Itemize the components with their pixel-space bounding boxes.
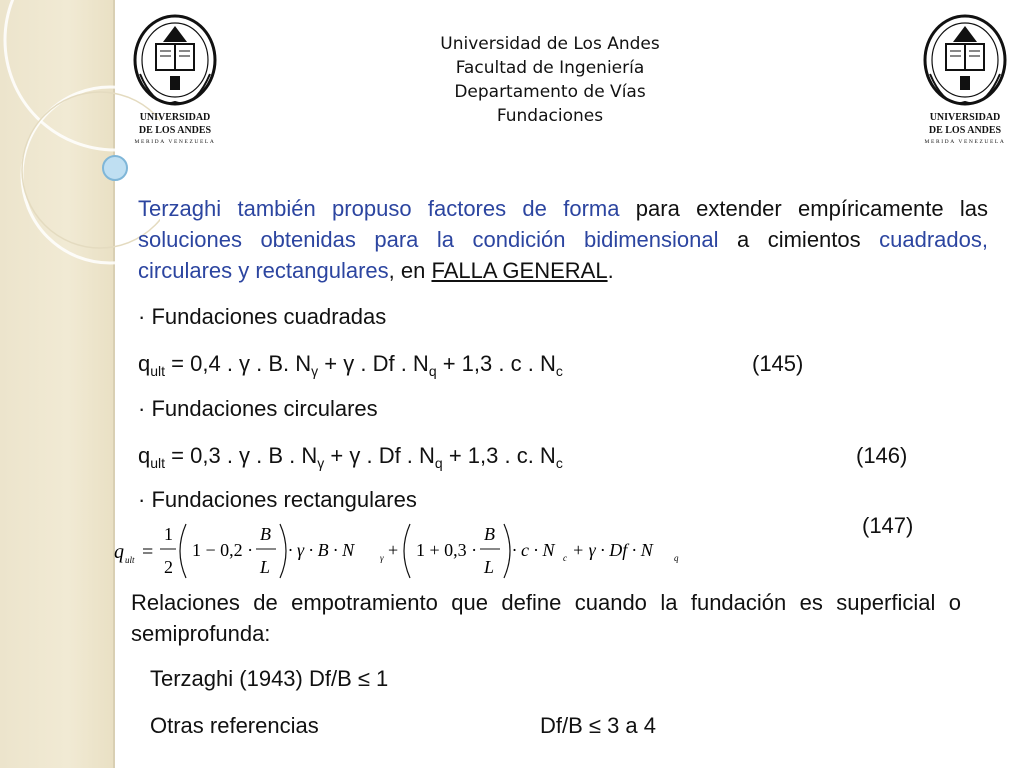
intro-highlight-1: Terzaghi también propuso factores de forma [138, 196, 620, 221]
formula-gamma-B-N: · γ · B · N [288, 540, 355, 560]
formula-paren-close-1 [280, 524, 286, 578]
formula-Nc-sub: c [563, 553, 567, 563]
embedment-others-label: Otras referencias [150, 713, 319, 738]
embedment-terzaghi: Terzaghi (1943) Df/B ≤ 1 [150, 666, 389, 691]
logo-city: MERIDA VENEZUELA [924, 139, 1006, 145]
equation-number-145: (145) [752, 351, 804, 376]
formula-paren-close-2 [504, 524, 510, 578]
formula-equals: = [142, 541, 154, 563]
formula-B-1: B [260, 524, 271, 544]
header-course: Fundaciones [496, 106, 604, 126]
section-title-rectangular: · Fundaciones rectangulares [138, 487, 417, 512]
intro-text-6: , en [388, 258, 432, 283]
formula-frac-den: 2 [164, 557, 173, 577]
intro-falla-general: FALLA GENERAL [431, 258, 608, 283]
logo-city: MERIDA VENEZUELA [134, 139, 216, 145]
formula-Ngamma-sub: γ [380, 553, 384, 563]
formula-paren-open-1 [180, 524, 186, 578]
logo-name-line1: UNIVERSIDAD [139, 112, 211, 123]
formula-plus-gamma-Df: + γ · Df · N [572, 540, 653, 560]
header-faculty: Facultad de Ingeniería [455, 58, 645, 78]
decorative-bubble-icon [103, 156, 127, 180]
formula-L-1: L [260, 557, 271, 577]
intro-highlight-3: cuadrados, circulares y rectangulares [138, 227, 988, 283]
intro-text-8: . [607, 258, 614, 283]
header-university: Universidad de Los Andes [440, 34, 660, 54]
formula-square: $q_{ult} = 0,4$ . γ . B. $N_\gamma + \gamma$ . Df . $N_q + 1,3$ . c . $N_c$ [138, 351, 563, 379]
formula-c-Nc: · c · N [512, 540, 555, 560]
formula-Nq-sub: q [674, 553, 679, 563]
embedment-paragraph: Relaciones de empotramiento que define cuando la fundación es superficial o semiprofunda: [131, 590, 961, 646]
formula-B-2: B [484, 524, 495, 544]
intro-text-4: a cimientos [718, 227, 880, 252]
logo-name-line2: DE LOS ANDES [138, 125, 212, 136]
formula-one-minus: 1 − 0,2 · [192, 540, 254, 560]
intro-highlight-2: soluciones obtenidas para la condición bidimensional [138, 227, 719, 252]
intro-paragraph [138, 193, 988, 286]
formula-circular: $q_{ult} = 0,3$ . γ . B . $N_\gamma + \gamma$ . Df . $N_q + 1,3$ . c. $N_c$ [138, 443, 563, 471]
university-crest-icon [130, 14, 220, 110]
embedment-others-value: Df/B ≤ 3 a 4 [540, 713, 657, 738]
formula-one-plus: 1 + 0,3 · [416, 540, 478, 560]
svg-text:+: + [388, 540, 399, 560]
university-logo-right [920, 14, 1010, 154]
intro-text-2: para extender empíricamente las [619, 196, 988, 221]
section-title-square: · Fundaciones cuadradas [138, 304, 387, 329]
formula-rectangular [112, 518, 692, 584]
university-crest-icon [920, 14, 1010, 110]
section-title-circular: · Fundaciones circulares [138, 396, 378, 421]
logo-name-line1: UNIVERSIDAD [929, 112, 1001, 123]
equation-number-147: (147) [862, 513, 914, 538]
formula-frac-num: 1 [164, 524, 173, 544]
header-department: Departamento de Vías [454, 82, 646, 102]
formula-q: q [114, 541, 124, 563]
university-logo-left [130, 14, 220, 154]
equation-number-146: (146) [856, 443, 908, 468]
formula-paren-open-2 [404, 524, 410, 578]
slide-header [340, 32, 760, 128]
formula-L-2: L [484, 557, 495, 577]
logo-name-line2: DE LOS ANDES [928, 125, 1002, 136]
formula-q-sub: ult [125, 555, 135, 565]
